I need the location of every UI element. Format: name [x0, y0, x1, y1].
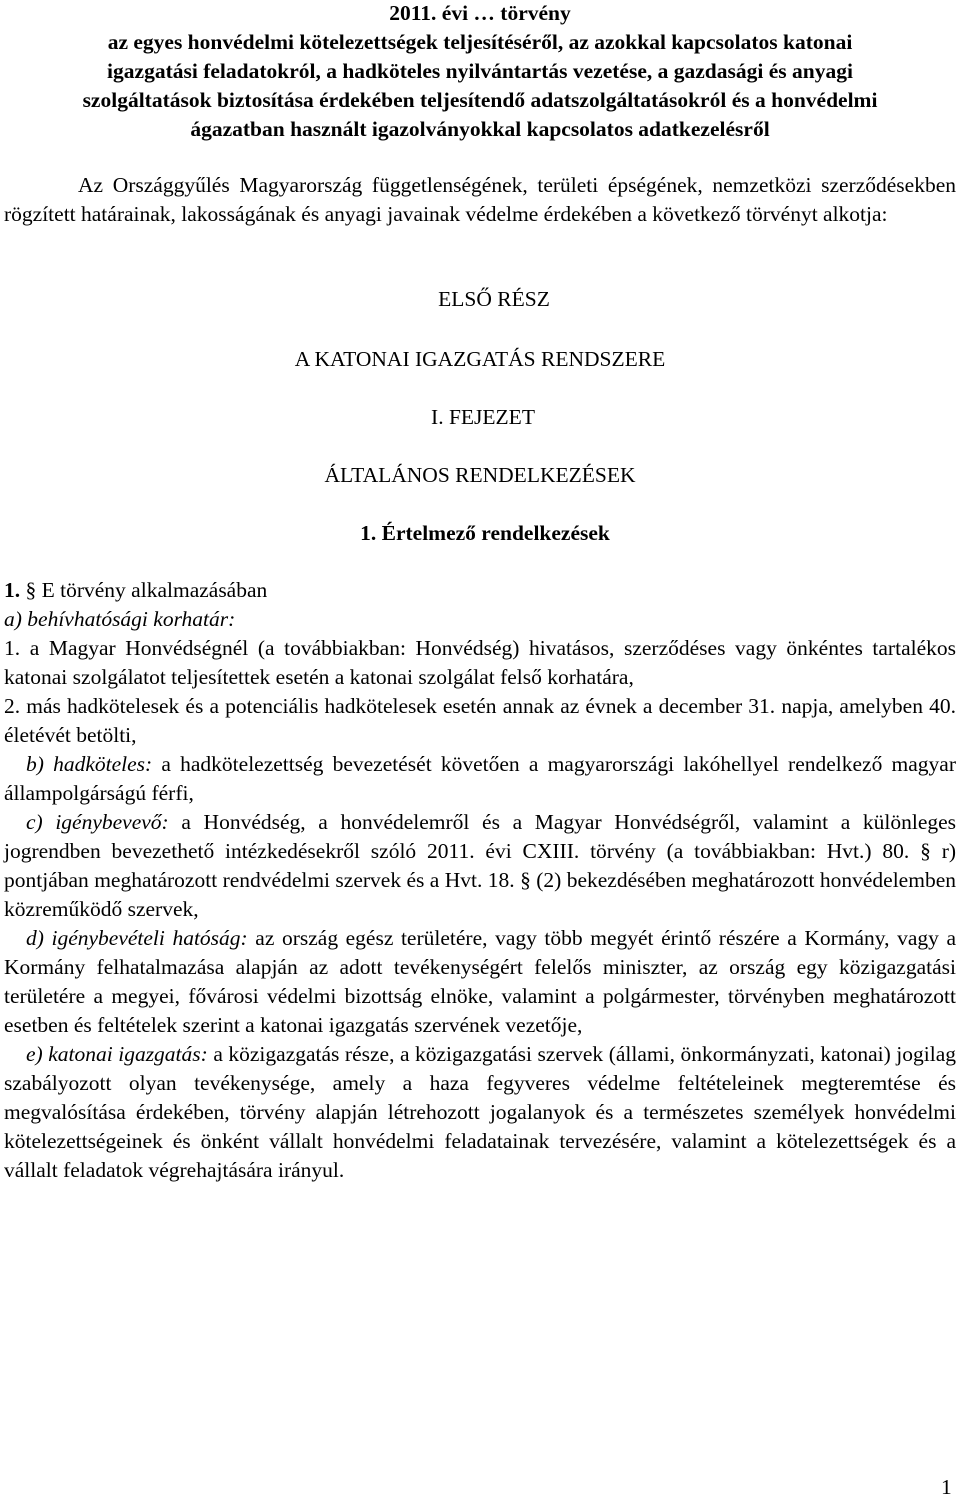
definition-d — [4, 924, 956, 1040]
definition-e-text: a közigazgatás része, a közigazgatási szervek (állami, önkormányzati, katonai) jogilag szabályozott olyan tevékenysége, amely a haza fegyveres védelme feltételeinek megteremtése és megvalósítása érdekében, törvény alapján létrehozott jogalanyok és a természetes személyek honvédelmi kötelezettségeinek és önként vállalt honvédelmi feladatainak tervezésére, valamint a kötelezettségek és a vállalt feladatok végrehajtására irányul. — [4, 1042, 956, 1182]
section-heading: 1. Értelmező rendelkezések — [360, 521, 610, 545]
chapter-title: ÁLTALÁNOS RENDELKEZÉSEK — [324, 463, 636, 487]
title-line-3: igazgatási feladatokról, a hadköteles nyilvántartás vezetése, a gazdasági és anyagi — [107, 59, 853, 83]
definition-a-point-1: 1. a Magyar Honvédségnél (a továbbiakban: Honvédség) hivatásos, szerződéses vagy önkéntes tartalékos katonai szolgálatot teljesítettek esetén a katonai szolgálat felső korhatára, — [4, 636, 956, 689]
title-line-1: 2011. évi … törvény — [389, 1, 571, 25]
title-line-5: ágazatban használt igazolványokkal kapcsolatos adatkezelésről — [190, 117, 770, 141]
definition-c-label: c) igénybevevő: — [26, 810, 169, 834]
part-heading: ELSŐ RÉSZ — [438, 287, 550, 311]
title-line-2: az egyes honvédelmi kötelezettségek teljesítéséről, az azokkal kapcsolatos katonai — [107, 30, 853, 54]
definition-c-text-2: r) pontjában meghatározott rendvédelmi szervek és a Hvt. 18. — [4, 839, 957, 892]
paragraph-intro — [4, 576, 956, 605]
definition-e-label: e) katonai igazgatás: — [26, 1042, 208, 1066]
definition-a-label: a) behívhatósági korhatár: — [4, 607, 236, 631]
paragraph-intro-text: E törvény alkalmazásában — [41, 578, 268, 602]
definition-d-label: d) igénybevételi hatóság: — [26, 926, 248, 950]
definition-c-text-3: (2) bekezdésében meghatározott honvédelemben közreműködő szervek, — [4, 868, 956, 921]
page-number: 1 — [941, 1475, 952, 1499]
definition-b-text: a hadkötelezettség bevezetését követően a magyarországi lakóhellyel rendelkező magyar állampolgárságú férfi, — [4, 752, 956, 805]
definition-a-point-2: 2. más hadkötelesek és a potenciális hadkötelesek esetén annak az évnek a december 31. napja, amelyben 40. életévét betölti, — [4, 694, 956, 747]
title-line-4: szolgáltatások biztosítása érdekében teljesítendő adatszolgáltatásokról és a honvédelmi — [82, 88, 878, 112]
section-sign: § — [920, 839, 931, 863]
definition-b-label: b) hadköteles: — [26, 752, 153, 776]
chapter-heading: I. FEJEZET — [431, 405, 535, 429]
definition-d-text: az ország egész területére, vagy több megyét érintő részére a Kormány, vagy a Kormány felhatalmazása alapján az adott tevékenységért felelős miniszter, az ország egy közigazgatási területére a megyei, fővárosi védelmi bizottság elnöke, valamint a polgármester, törvényben meghatározott esetben és feltételek szerint a katonai igazgatás szervének vezetője, — [4, 926, 957, 1037]
definition-b — [4, 750, 956, 808]
definition-c — [4, 808, 956, 924]
section-sign: § — [520, 868, 531, 892]
paragraph-number: 1. — [4, 578, 21, 602]
definition-e — [4, 1040, 956, 1185]
part-title: A KATONAI IGAZGATÁS RENDSZERE — [294, 347, 666, 371]
section-body — [4, 576, 956, 1185]
section-sign: § — [25, 578, 37, 602]
preamble: Az Országgyűlés Magyarország függetlenségének, területi épségének, nemzetközi szerződésekben rögzített határainak, lakosságának és anyagi javainak védelme érdekében a következő törvényt alkotja: — [4, 173, 956, 226]
definition-c-text-1: a Honvédség, a honvédelemről és a Magyar Honvédségről, valamint a különleges jogrendben bevezethető intézkedésekről szóló 2011. évi CXIII. törvény (a továbbiakban: Hvt.) 80. — [4, 810, 957, 863]
law-title — [0, 0, 960, 144]
